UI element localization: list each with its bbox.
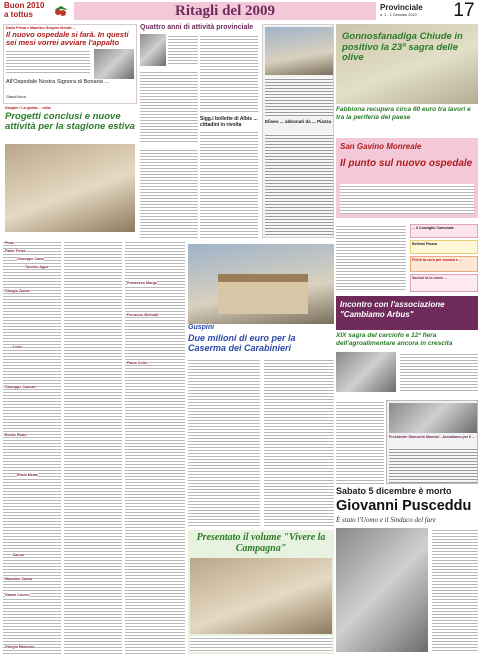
article-body-text xyxy=(400,352,478,392)
sidebar-boxes xyxy=(336,194,478,294)
sidebar-item-label: ... il Consiglio Comunale xyxy=(412,226,454,230)
name-highlight: Giorgio Mancosu xyxy=(5,645,35,649)
article-vivere-campagna xyxy=(188,530,334,654)
name-highlight: Gianni Cruccu xyxy=(5,593,30,597)
box-photo xyxy=(389,403,477,433)
portrait-photo xyxy=(336,528,428,652)
article-guspini xyxy=(3,106,137,238)
article-recupero xyxy=(336,106,478,138)
article-headline: Il nuovo ospedale si farà. In questi sei mesi vorrei avviare l'appalto xyxy=(6,30,129,47)
article-kicker: Dario Pinna e Maurizio Guspini rilevati ... xyxy=(6,26,76,30)
article-kicker: Guspini / La giunta ... nella xyxy=(5,106,51,110)
name-highlight: Tarcisio Agus xyxy=(25,265,49,269)
article-subhead: All'Ospedale Nostra Signora di Bonaria ... xyxy=(6,79,110,85)
article-photo xyxy=(190,558,332,634)
middle-body xyxy=(188,358,260,528)
sidebar-item-label: Bellomi Piazza xyxy=(412,242,437,246)
box-body xyxy=(389,447,477,483)
article-sagra-carciofo xyxy=(336,332,478,396)
middle-body xyxy=(264,358,334,528)
highlighted-names xyxy=(3,240,185,654)
sidebar-item xyxy=(410,224,478,238)
article-photo xyxy=(140,34,166,66)
clip-photo xyxy=(265,27,333,75)
article-headline: Incontro con l'associazione "Cambiamo Arbus" xyxy=(340,300,445,319)
brand-name: Provinciale xyxy=(380,3,423,12)
clip-headline: Eliseo ... abbonati da ... Piazza xyxy=(265,119,332,124)
article-photo xyxy=(5,144,135,232)
box-title: Presidente Giancarlo Mancini - Accadiamo per il ... xyxy=(389,435,476,439)
article-headline: Progetti conclusi e nuove attività per la stagione estiva xyxy=(5,111,135,132)
article-body-text xyxy=(200,130,258,238)
building-shape xyxy=(218,274,308,314)
article-body-text xyxy=(200,34,258,114)
person-name: Giovanni Pusceddu xyxy=(336,498,472,514)
article-body-text xyxy=(140,148,198,238)
badge-line-1: Buon 2010 xyxy=(4,1,45,10)
name-highlight: Paolo Collu xyxy=(127,361,147,365)
article-headline: Fabbiona recupera circa 60 euro tra lavori e tra la periferia del paese xyxy=(336,106,471,121)
clip-body xyxy=(265,133,333,237)
article-body-text xyxy=(190,636,332,652)
section-title: Ritagli del 2009 xyxy=(175,3,275,19)
article-body-text xyxy=(168,34,198,66)
holly-decoration-icon xyxy=(52,4,70,18)
name-highlight: Piras xyxy=(5,241,14,245)
name-highlight: Massimo Sanna xyxy=(5,577,33,581)
name-highlight: Sanna xyxy=(13,553,24,557)
badge-line-2: a tottus xyxy=(4,10,33,19)
article-headline: Gonnosfanadiga Chiude in positivo la 23ª sagra delle olive xyxy=(342,31,463,63)
name-highlight: Giuseppe Carta xyxy=(17,257,44,261)
article-headline: Presentato il volume "Vivere la Campagna" xyxy=(196,532,326,554)
article-ospedale xyxy=(3,24,137,104)
right-body xyxy=(336,400,384,484)
article-body-text xyxy=(432,528,478,652)
article-subtitle: È stato l'Uomo e il Sindaco del fare xyxy=(336,516,436,524)
article-body-text xyxy=(140,70,198,144)
article-photo xyxy=(94,49,134,79)
sidebar-item-label: FOOn fa curo per musica e ... xyxy=(412,258,462,262)
name-highlight: Giuseppe Cannas xyxy=(5,385,36,389)
clip-body xyxy=(265,77,333,117)
article-kicker: Guspini xyxy=(188,324,215,331)
sidebar-item xyxy=(410,274,478,292)
name-highlight: Ferruccio Bertoldi xyxy=(127,313,158,317)
article-body-text xyxy=(6,49,90,75)
sidebar-item-label: Sanluri fa in carne ... xyxy=(412,276,448,280)
page-number: 17 xyxy=(453,0,475,21)
article-col-mid xyxy=(200,34,258,238)
article-fiera xyxy=(336,24,478,104)
article-kicker: San Gavino Monreale xyxy=(340,142,422,151)
name-highlight: Efisio Melas xyxy=(17,473,38,477)
new-year-badge xyxy=(4,1,48,21)
name-highlight: Francesco Murgu xyxy=(127,281,157,285)
name-highlight: Giorgio Zucca xyxy=(5,289,30,293)
clip-rivolta xyxy=(262,24,334,238)
name-highlight: Luca xyxy=(13,345,22,349)
photo-caption: Gianni Mura xyxy=(6,95,26,99)
sidebar-item xyxy=(410,256,478,272)
article-pusceddu xyxy=(336,486,478,654)
article-headline: Quattro anni di attività provinciale xyxy=(140,24,254,31)
sidebar-body xyxy=(336,224,406,292)
name-highlight: Fabio Tenza xyxy=(5,249,26,253)
article-associazione xyxy=(336,296,478,330)
mancini-box xyxy=(386,400,478,484)
article-headline: Il punto sul nuovo ospedale xyxy=(340,158,473,169)
article-headline: Due milioni di euro per la Caserma dei Carabinieri xyxy=(188,333,296,353)
sidebar-item xyxy=(410,240,478,254)
article-photo xyxy=(336,352,396,392)
article-headline: Sigg.i bollette di Albis ... cittadini in rivolta xyxy=(200,116,258,128)
issue-line: n. 1 - 1 Gennaio 2010 xyxy=(380,13,417,17)
date-line: Sabato 5 dicembre è morto xyxy=(336,486,452,496)
name-highlight: Emilio Pilato xyxy=(5,433,27,437)
article-caserma xyxy=(188,244,334,356)
article-headline: XIX sagra del carciofo e 12ª fiera dell'agroalimentare ancora in crescita xyxy=(336,332,453,347)
masthead xyxy=(0,0,482,22)
